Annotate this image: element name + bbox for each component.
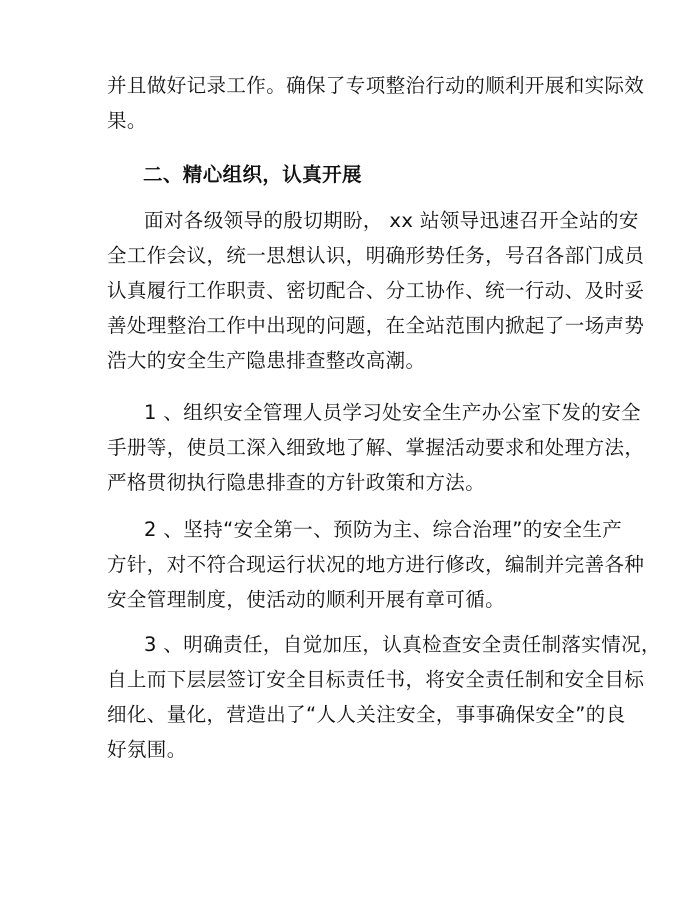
text-line: 方针，对不符合现运行状况的地方进行修改，编制并完善各种 — [107, 553, 645, 576]
list-item-3 — [107, 627, 661, 767]
text-line: 2 、坚持“安全第一、预防为主、综合治理”的安全生产 — [144, 518, 623, 541]
text-line: 3 、明确责任，自觉加压，认真检查安全责任制落实情况， — [144, 633, 661, 656]
text-line: 并且做好记录工作。确保了专项整治行动的顺利开展和实际效 — [107, 74, 645, 97]
text-line: 善处理整治工作中出现的问题，在全站范围内掀起了一场声势 — [107, 314, 645, 337]
text-line: 面对各级领导的殷切期盼， xx 站领导迅速召开全站的安 — [144, 209, 639, 232]
text-line: 浩大的安全生产隐患排查整改高潮。 — [107, 349, 426, 372]
section-heading-text: 二、精心组织，认真开展 — [143, 163, 362, 186]
text-line: 认真履行工作职责、密切配合、分工协作、统一行动、及时妥 — [107, 279, 645, 302]
text-line: 安全管理制度，使活动的顺利开展有章可循。 — [107, 588, 506, 611]
text-line: 手册等，使员工深入细致地了解、掌握活动要求和处理方法， — [107, 436, 645, 459]
text-line: 果。 — [107, 109, 147, 132]
text-line: 全工作会议，统一思想认识，明确形势任务，号召各部门成员 — [107, 244, 645, 267]
text-line: 好氛围。 — [107, 738, 187, 761]
section-heading — [143, 157, 643, 192]
list-item-1 — [107, 395, 645, 500]
text-line: 严格贯彻执行隐患排查的方针政策和方法。 — [107, 471, 486, 494]
text-line: 细化、量化，营造出了“人人关注安全，事事确保安全”的良 — [107, 703, 626, 726]
list-item-2 — [107, 512, 645, 617]
paragraph-1 — [107, 203, 645, 378]
intro-paragraph — [107, 68, 645, 138]
text-line: 1 、组织安全管理人员学习处安全生产办公室下发的安全 — [144, 401, 642, 424]
text-line: 自上而下层层签订安全目标责任书，将安全责任制和安全目标 — [107, 668, 645, 691]
